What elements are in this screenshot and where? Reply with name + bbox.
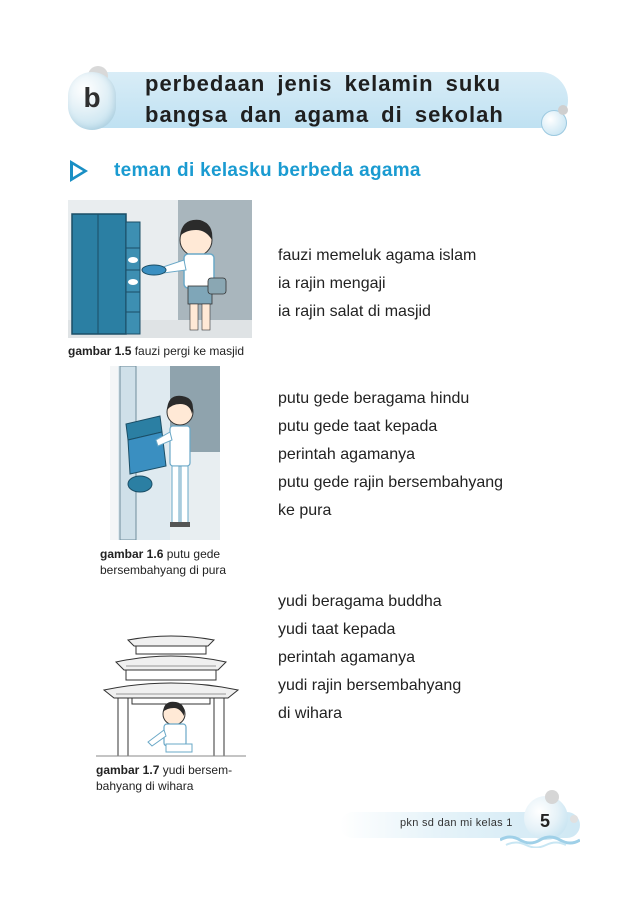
chapter-badge: [68, 72, 116, 130]
figure-caption-text: fauzi pergi ke masjid: [134, 344, 245, 358]
chapter-title: [145, 68, 525, 130]
paragraph-yudi: [278, 588, 461, 728]
paragraph-line: di wihara: [278, 705, 343, 722]
paragraph-line: yudi rajin bersembahyang: [278, 677, 462, 694]
figure-caption-text: bahyang di wihara: [96, 779, 194, 793]
figure-fauzi-mosque: [68, 200, 252, 338]
paragraph-line: fauzi memeluk agama islam: [278, 247, 477, 264]
paragraph-putu: [278, 385, 503, 525]
paragraph-line: putu gede taat kepada: [278, 418, 438, 435]
paragraph-line: ke pura: [278, 502, 332, 519]
figure-caption-text: yudi bersem-: [162, 763, 233, 777]
paragraph-line: putu gede rajin bersembahyang: [278, 474, 504, 491]
putu-illustration: [110, 366, 220, 540]
figure-label: gambar 1.6: [100, 547, 164, 561]
footer-book-title: pkn sd dan mi kelas 1: [400, 817, 513, 829]
header-bubble-decoration: [558, 105, 568, 115]
figure-caption: [100, 546, 226, 578]
fauzi-illustration: [68, 200, 252, 338]
figure-caption-text: bersembahyang di pura: [100, 563, 227, 577]
paragraph-fauzi: [278, 242, 476, 326]
chapter-title-line-1: perbedaan jenis kelamin suku: [145, 71, 502, 96]
paragraph-line: perintah agamanya: [278, 649, 415, 666]
chapter-title-line-2: bangsa dan agama di sekolah: [145, 102, 504, 127]
paragraph-line: yudi taat kepada: [278, 621, 396, 638]
footer-bubble-decoration: [570, 815, 578, 823]
paragraph-line: perintah agamanya: [278, 446, 415, 463]
section-bullet-icon-inner: [73, 165, 83, 177]
paragraph-line: ia rajin salat di masjid: [278, 303, 431, 320]
figure-yudi-vihara: [96, 610, 246, 760]
figure-label: gambar 1.7: [96, 763, 160, 777]
paragraph-line: ia rajin mengaji: [278, 275, 386, 292]
figure-caption-text: putu gede: [166, 547, 221, 561]
chapter-badge-letter: b: [83, 82, 101, 113]
footer-wave-decoration: [500, 832, 580, 848]
page-number: 5: [540, 811, 551, 831]
figure-caption: [96, 762, 232, 794]
yudi-illustration: [96, 610, 246, 760]
figure-label: gambar 1.5: [68, 344, 132, 358]
paragraph-line: putu gede beragama hindu: [278, 390, 470, 407]
footer-bubble-decoration: [545, 790, 559, 804]
figure-putu-temple: [110, 366, 220, 540]
paragraph-line: yudi beragama buddha: [278, 593, 442, 610]
figure-caption: [68, 343, 244, 359]
section-heading: teman di kelasku berbeda agama: [114, 160, 421, 181]
